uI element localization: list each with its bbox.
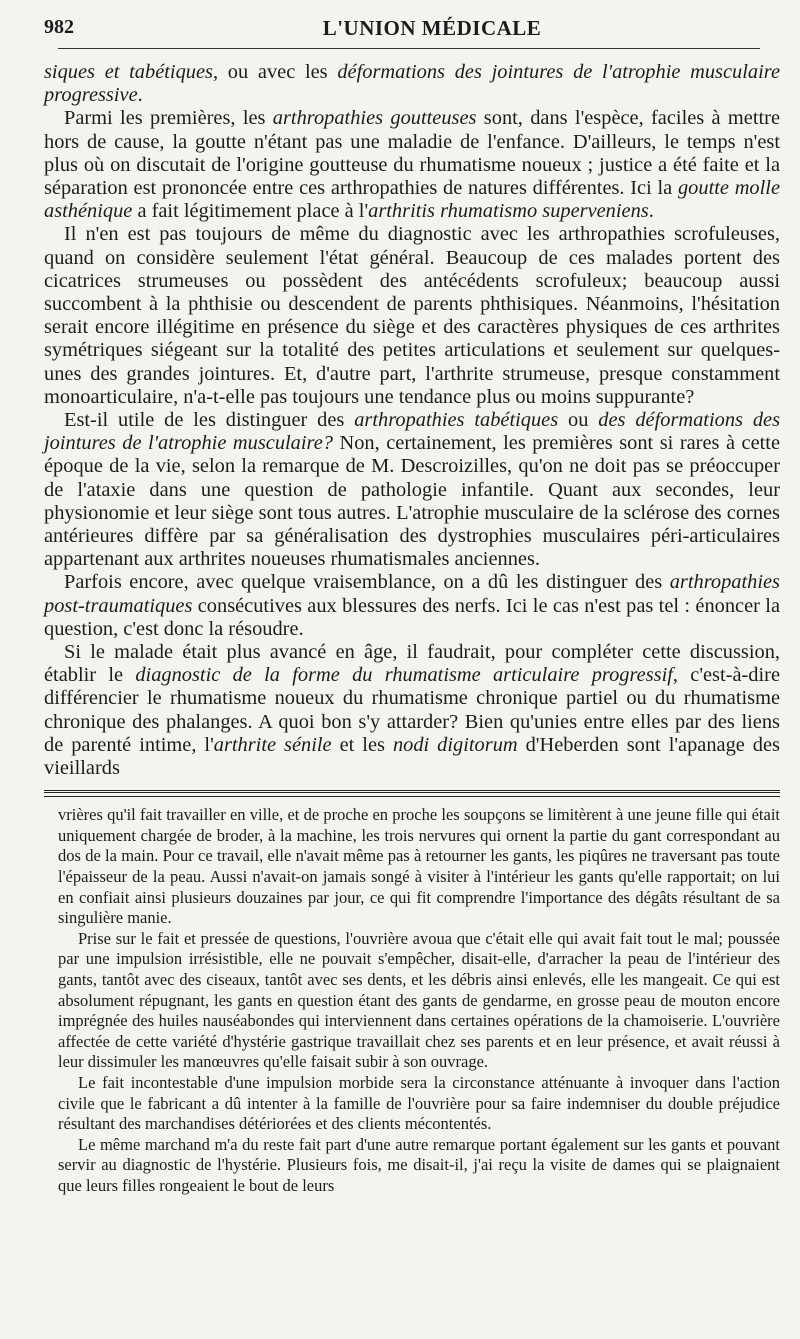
footnote xyxy=(44,805,780,1196)
paragraph-5-text-1: Parfois encore, avec quelque vraisemblance, on a dû les distinguer des xyxy=(64,571,670,594)
paragraph-6-text-4: d'Heberden sont l'apanage des vieillards xyxy=(44,733,780,780)
paragraph-1-text-2: . xyxy=(137,84,143,107)
page-number: 982 xyxy=(44,16,74,38)
paragraph-1-italic-1: siques et tabétiques, xyxy=(44,61,219,83)
paragraph-4-text-3: Non, certainement, les premières sont si rares à cette époque de la vie, selon la remarque de M. Descroizilles, qu'on ne doit pas se préoccuper de l'ataxie dans une question de pathologie infantile. Quant aux secondes, leur physionomie et leur siège sont tous autres. L'atrophie musculaire de la sclérose des cornes antérieures diffère par sa généralisation des dystrophies musculaires péri-articulaires appartenant aux arthrites noueuses rhumatismales anciennes. xyxy=(44,432,780,571)
main-text xyxy=(44,61,780,780)
paragraph-6-italic-1: diagnostic de la forme du rhumatisme articulaire progressif xyxy=(135,664,673,687)
paragraph-4-text-2: ou xyxy=(558,409,599,432)
paragraph-2-italic-3: arthritis rhumatismo superveniens xyxy=(368,200,649,223)
paragraph-5 xyxy=(44,571,780,641)
paragraph-1-italic-2: déformations des jointures de l'atrophie musculaire progressive xyxy=(44,61,780,107)
page-header xyxy=(44,14,780,46)
paragraph-2-text-2: sont, dans l'espèce, faciles à mettre hors de cause, la goutte n'étant pas une maladie de l'enfance. D'ailleurs, le temps n'est plus où on discutait de l'origine goutteuse du rhumatisme noueux ; justice a été faite et la séparation est prononcée entre ces arthropathies de natures différentes. Ici la xyxy=(44,107,780,200)
paragraph-3-text-1: Il n'en est pas toujours de même du diagnostic avec les arthropathies scrofuleuses, quand on considère seulement l'état général. Beaucoup de ces malades portent des cicatrices strumeuses ou possèdent des antécédents scrofuleux; beaucoup aussi succombent à la phthisie ou descendent de parents phthisiques. Néanmoins, l'hésitation serait encore illégitime en présence du siège et des caractères physiques de ces arthrites symétriques siégeant sur la totalité des petites articulations et seulement sur quelques-unes des grandes jointures. Et, d'autre part, l'arthrite strumeuse, presque constamment monoarticulaire, n'a-t-elle pas toujours une tendance plus ou moins suppurante? xyxy=(44,223,780,408)
paragraph-3 xyxy=(44,223,780,409)
paragraph-2-text-3: a fait légitimement place à l' xyxy=(132,200,369,223)
paragraph-2-italic-1: arthropathies goutteuses xyxy=(272,107,477,130)
paragraph-5-text-2: consécutives aux blessures des nerfs. Ici le cas n'est pas tel : énoncer la question, c'est donc la résoudre. xyxy=(44,594,780,640)
paragraph-4-text-1: Est-il utile de les distinguer des xyxy=(64,409,355,432)
running-title: L'UNION MÉDICALE xyxy=(322,16,542,40)
footnote-rule xyxy=(44,790,780,797)
paragraph-6-italic-2: arthrite sénile xyxy=(213,733,332,756)
paragraph-6 xyxy=(44,641,780,780)
footnote-paragraph-1: vrières qu'il fait travailler en ville, et de proche en proche les soupçons se limitèrent à une jeune fille qui était uniquement chargée de broder, à la machine, les trois nervures qui ornent la partie du gant correspondant au dos de la main. Pour ce travail, elle n'avait même pas à retourner les gants, les piqûres ne traversant pas toute l'épaisseur de la peau. Aussi n'avait-on jamais songé à visiter à l'intérieur les gants qu'elle rapportait; on lui en confiait ainsi plusieurs douzaines par jour, ce qui fit comprendre l'importance des dégâts résultant de sa singulière manie. xyxy=(58,805,780,928)
paragraph-1 xyxy=(44,61,780,107)
header-rule xyxy=(58,48,760,49)
paragraph-6-text-2: , c'est-à-dire différencier le rhumatisme noueux du rhumatisme chronique partiel ou du rhumatisme chronique des phalanges. A quoi bon s'y attarder? Bien qu'unies entre elles par des liens de parenté intime, l' xyxy=(44,664,780,756)
paragraph-2-text-1: Parmi les premières, les xyxy=(64,107,273,130)
paragraph-4 xyxy=(44,409,780,571)
paragraph-4-italic-1: arthropathies tabétiques xyxy=(354,409,559,432)
footnote-paragraph-4: Le même marchand m'a du reste fait part d'une autre remarque portant également sur les gants et pouvant servir au diagnostic de l'hystérie. Plusieurs fois, me disait-il, j'ai reçu la visite de dames qui se plaignaient que leurs filles rongeaient le bout de leurs xyxy=(58,1134,780,1195)
paragraph-1-text-1: ou avec les xyxy=(218,61,338,83)
paragraph-6-text-3: et les xyxy=(331,733,393,756)
footnote-paragraph-2: Prise sur le fait et pressée de questions, l'ouvrière avoua que c'était elle qui avait fait tout le mal; poussée par une impulsion irrésistible, elle ne pouvait s'empêcher, disait-elle, d'arracher la peau de l'intérieur des gants, tantôt avec des ciseaux, tantôt avec ses dents, et les débris ainsi enlevés, elle les mangeait. Ce qui est absolument répugnant, les gants en question étant des gants de gendarme, en grosse peau de mouton encore imprégnée des huiles nauséabondes qui interviennent dans certaines opérations de la chamoiserie. L'ouvrière affectée de cette variété d'hystérie gastrique travaillait chez ses parents et en leur présence, et avait réussi à leur dissimuler les manœuvres qu'elle faisait subir à son ouvrage. xyxy=(58,928,780,1072)
paragraph-6-text-1: Si le malade était plus avancé en âge, il faudrait, pour compléter cette discussion, établir le xyxy=(44,641,780,687)
paragraph-4-italic-2: des déformations des jointures de l'atrophie musculaire? xyxy=(44,409,780,455)
footnote-paragraph-3: Le fait incontestable d'une impulsion morbide sera la circonstance atténuante à invoquer dans l'action civile que le fabricant a dû intenter à la famille de l'ouvrière pour sa faire indemniser du double préjudice résultant des marchandises détériorées et des clients mécontentés. xyxy=(58,1073,780,1134)
paragraph-2 xyxy=(44,107,780,223)
paragraph-2-text-4: . xyxy=(648,200,654,223)
paragraph-2-italic-2: goutte molle asthénique xyxy=(44,177,780,223)
paragraph-5-italic-1: arthropathies post-traumatiques xyxy=(44,571,780,617)
paragraph-6-italic-3: nodi digitorum xyxy=(392,733,518,756)
